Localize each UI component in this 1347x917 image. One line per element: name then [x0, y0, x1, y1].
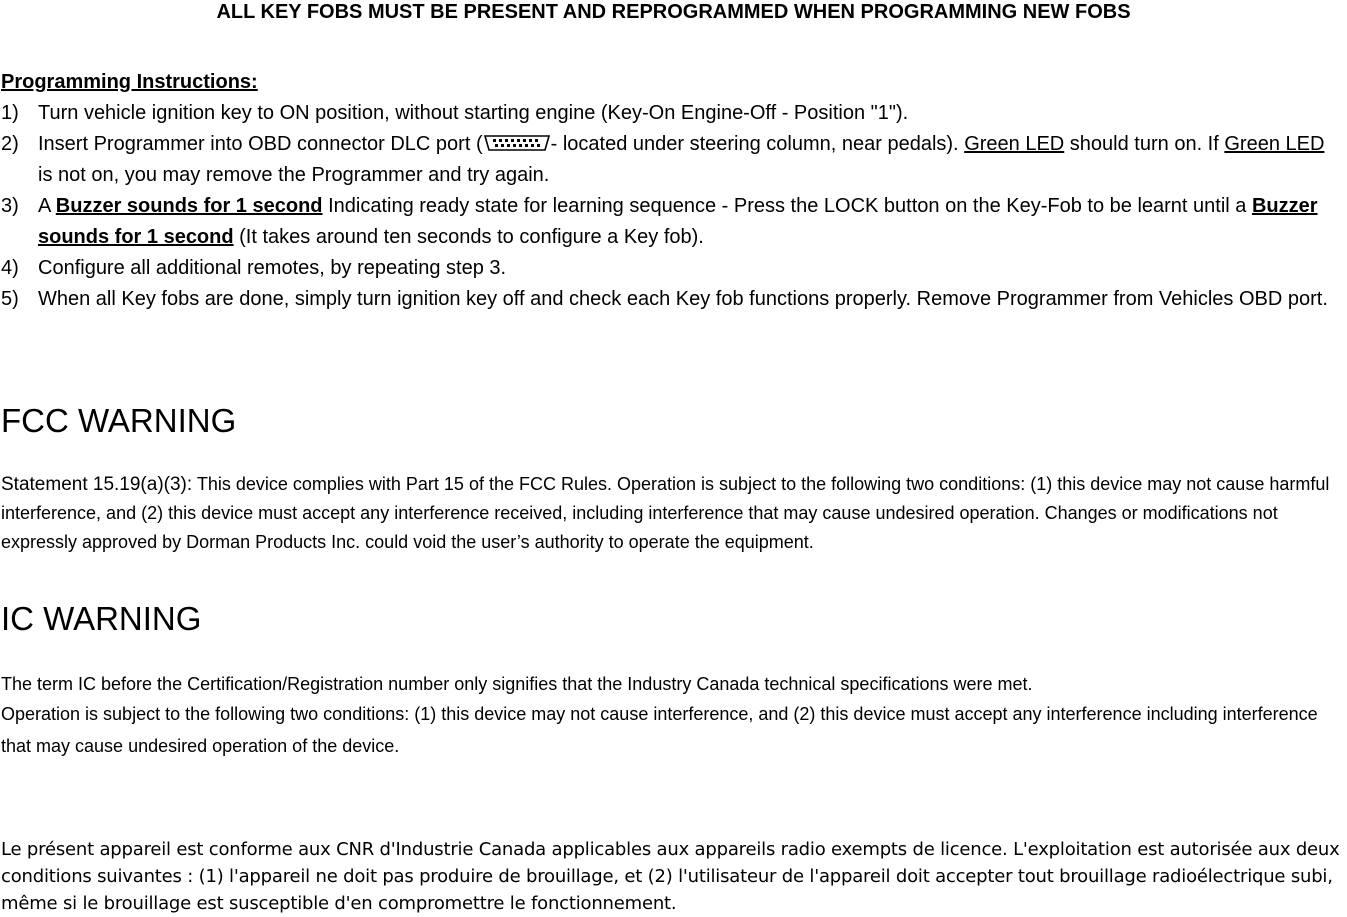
step-number: 5) — [1, 288, 19, 310]
fcc-statement-text: This device complies with Part 15 of the FCC Rules. Operation is subject to the following two conditions: (1) this device may not cause harmful interference, and (2) this device must accept any interference received, including interference that may cause undesired operation. Changes or modifications not expressly approved by Dorman Products Inc. could void the user’s authority to operate the equipment. — [1, 474, 1330, 552]
programming-heading: Programming Instructions: — [1, 71, 258, 93]
step-2 — [0, 129, 1340, 191]
fcc-statement — [1, 470, 1345, 557]
step-text-segment: Indicating ready state for learning sequence - Press the LOCK button on the Key-Fob to be learnt until a — [322, 195, 1252, 217]
green-led-label: Green LED — [964, 133, 1065, 155]
ic-line-1: The term IC before the Certification/Registration number only signifies that the Industry Canada technical specifications were met. — [1, 674, 1033, 694]
step-4 — [0, 253, 1340, 284]
step-number: 4) — [1, 257, 19, 279]
step-3 — [0, 191, 1340, 253]
step-1 — [0, 98, 1340, 129]
ic-warning-heading: IC WARNING — [1, 600, 202, 637]
step-number: 3) — [1, 195, 19, 217]
ic-line-2: Operation is subject to the following two conditions: (1) this device may not cause interference, and (2) this device must accept any interference including interference that may cause undesired operation of the device. — [1, 704, 1318, 756]
step-text: When all Key fobs are done, simply turn ignition key off and check each Key fob functions properly. Remove Programmer from Vehicles OBD port. — [38, 288, 1328, 310]
green-led-label: Green LED — [1224, 133, 1325, 155]
fcc-statement-label: Statement 15.19(a)(3): — [1, 474, 193, 495]
step-text: Configure all additional remotes, by repeating step 3. — [38, 257, 507, 279]
step-text-segment: Insert Programmer into OBD connector DLC port ( — [38, 133, 483, 155]
buzzer-label: Buzzer sounds for 1 second — [38, 195, 1318, 248]
programming-steps — [0, 98, 1340, 315]
step-text — [38, 191, 1340, 253]
ic-french-statement: Le présent appareil est conforme aux CNR d'Industrie Canada applicables aux appareils radio exempts de licence. L'exploitation est autorisée aux deux conditions suivantes : (1) l'appareil ne doit pas produire de brouillage, et (2) l'utilisateur de l'appareil doit accepter tout brouillage radioélectrique subi, même si le brouillage est susceptible d'en compromettre le fonctionnement. — [1, 839, 1340, 914]
fcc-warning-heading: FCC WARNING — [1, 402, 237, 439]
obd-connector-icon — [483, 134, 551, 152]
buzzer-label: Buzzer sounds for 1 second — [55, 195, 323, 217]
step-text-segment: - located under steering column, near pedals). — [550, 133, 965, 155]
step-text-segment: should turn on. If — [1064, 133, 1225, 155]
step-text-segment: (It takes around ten seconds to configure a Key fob). — [233, 226, 704, 248]
step-number: 1) — [1, 102, 19, 124]
step-text — [38, 129, 1340, 191]
step-number: 2) — [1, 133, 19, 155]
step-text-segment: is not on, you may remove the Programmer and try again. — [38, 164, 550, 186]
page-title: ALL KEY FOBS MUST BE PRESENT AND REPROGRAMMED WHEN PROGRAMMING NEW FOBS — [216, 1, 1131, 23]
step-5 — [0, 284, 1340, 315]
step-text-segment: A — [38, 195, 56, 217]
step-text: Turn vehicle ignition key to ON position, without starting engine (Key-On Engine-Off - Position "1"). — [38, 102, 909, 124]
